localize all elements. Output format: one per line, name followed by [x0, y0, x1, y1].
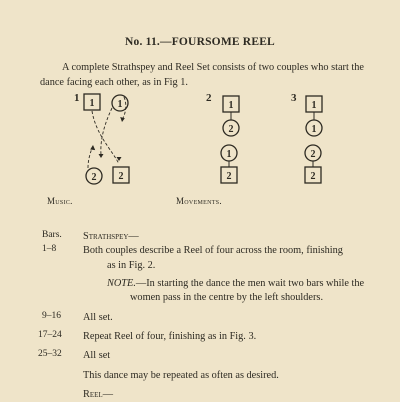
figure-number: 3	[291, 92, 297, 104]
step-text: All set	[83, 350, 111, 361]
dancer-label: 1	[226, 149, 232, 160]
dancer-label: 2	[226, 171, 232, 182]
step-text: as in Fig. 2.	[107, 260, 156, 271]
movement-path	[123, 97, 126, 118]
bars-header: Bars.	[42, 230, 62, 240]
dancer-label: 1	[89, 98, 95, 109]
intro-paragraph: A complete Strathspey and Reel Set consists of two couples who start the dance facing each other, as in Fig 1.	[40, 62, 364, 88]
bars-range: 9–16	[42, 311, 61, 321]
movement-path	[101, 108, 112, 155]
bars-range: 1–8	[42, 244, 57, 254]
arrowhead	[99, 154, 104, 158]
note-line	[107, 276, 364, 291]
movements-caption: Movements.	[176, 196, 222, 206]
dancer-label: 2	[91, 172, 97, 183]
dancer-label: 1	[228, 100, 234, 111]
bars-range: 25–32	[38, 349, 62, 359]
dancer-label: 1	[117, 99, 123, 110]
reel-header: Reel—	[83, 389, 113, 400]
arrowhead	[90, 145, 95, 150]
dancer-label: 2	[228, 124, 234, 135]
note-label: NOTE.	[107, 278, 136, 289]
figure-number: 1	[74, 92, 80, 104]
arrowhead	[120, 117, 125, 122]
step-text: All set.	[83, 312, 113, 323]
strathspey-header: Strathspey—	[83, 231, 139, 242]
note-text: women pass in the centre by the left shoulders.	[130, 292, 324, 303]
music-caption: Music.	[47, 196, 73, 206]
dancer-label: 2	[118, 171, 124, 182]
step-text: Both couples describe a Reel of four across the room, finishing	[83, 245, 343, 256]
dancer-label: 1	[311, 100, 317, 111]
movement-path	[88, 148, 92, 168]
dance-title: No. 11.—FOURSOME REEL	[125, 36, 275, 48]
closing-text: This dance may be repeated as often as desired.	[83, 370, 279, 381]
figure-number: 2	[206, 92, 212, 104]
step-text: Repeat Reel of four, finishing as in Fig. 3.	[83, 331, 257, 342]
dancer-label: 2	[310, 149, 316, 160]
movement-path	[92, 111, 119, 164]
note-text: —In starting the dance the men wait two bars while the	[135, 278, 365, 289]
dancer-label: 1	[311, 124, 317, 135]
bars-range: 17–24	[38, 330, 62, 340]
dancer-label: 2	[310, 171, 316, 182]
